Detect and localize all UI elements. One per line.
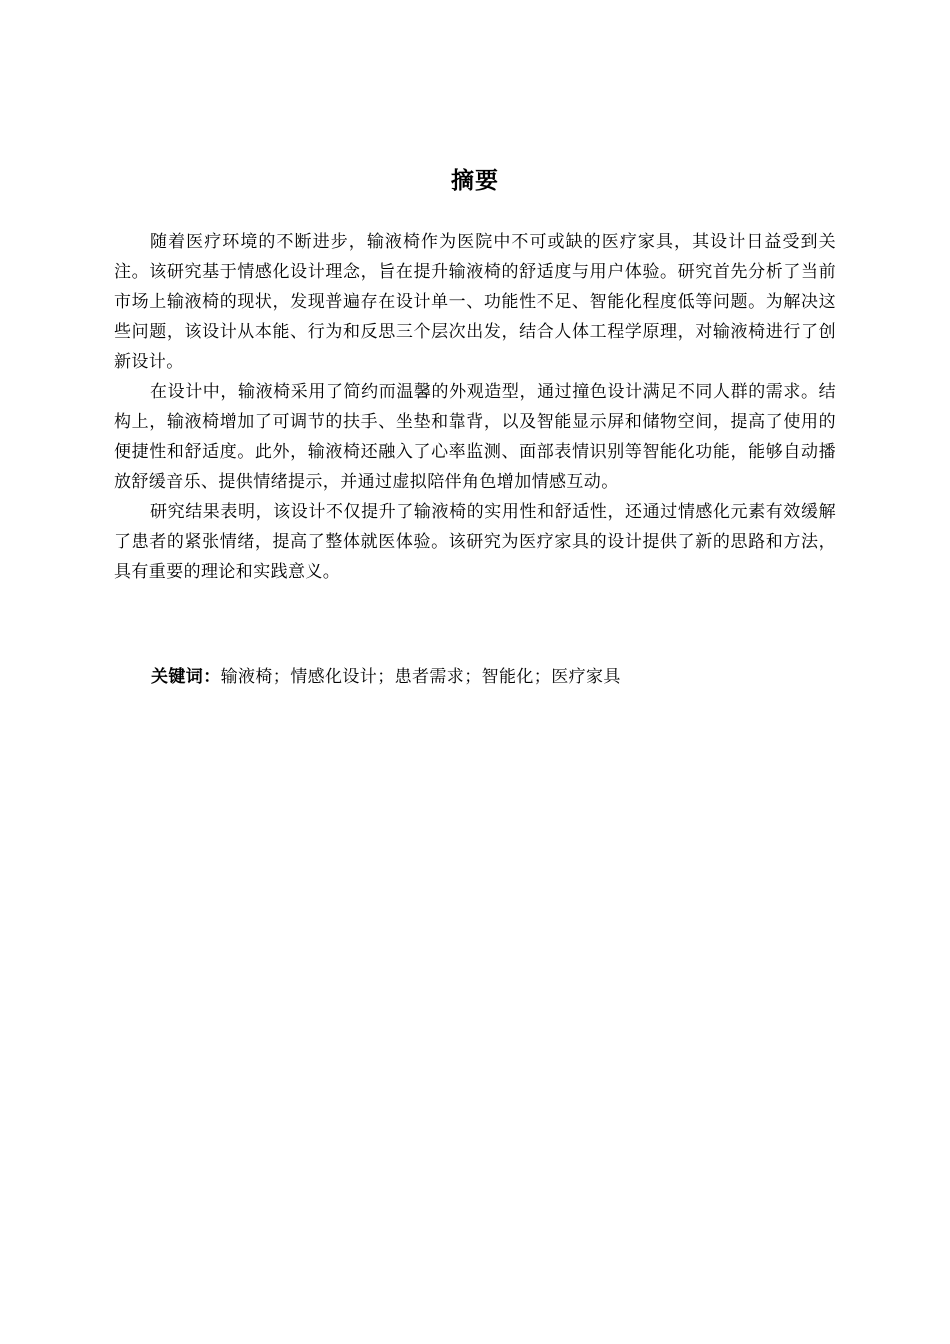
abstract-paragraph-2: 在设计中，输液椅采用了简约而温馨的外观造型，通过撞色设计满足不同人群的需求。结构上，输液椅增加了可调节的扶手、坐垫和靠背，以及智能显示屏和储物空间，提高了使用的便捷性和舒适度。此外，输液椅还融入了心率监测、面部表情识别等智能化功能，能够自动播放舒缓音乐、提供情绪提示，并通过虚拟陪伴角色增加情感互动。	[114, 382, 836, 492]
keywords-text: 输液椅；情感化设计；患者需求；智能化；医疗家具	[220, 667, 621, 687]
abstract-body	[114, 227, 836, 587]
abstract-title: 摘要	[451, 168, 499, 194]
abstract-paragraph-1: 随着医疗环境的不断进步，输液椅作为医院中不可或缺的医疗家具，其设计日益受到关注。该研究基于情感化设计理念，旨在提升输液椅的舒适度与用户体验。研究首先分析了当前市场上输液椅的现状，发现普遍存在设计单一、功能性不足、智能化程度低等问题。为解决这些问题，该设计从本能、行为和反思三个层次出发，结合人体工程学原理，对输液椅进行了创新设计。	[114, 232, 836, 372]
abstract-paragraph-3: 研究结果表明，该设计不仅提升了输液椅的实用性和舒适性，还通过情感化元素有效缓解了患者的紧张情绪，提高了整体就医体验。该研究为医疗家具的设计提供了新的思路和方法，具有重要的理论和实践意义。	[114, 502, 836, 582]
keywords-line	[151, 662, 836, 692]
keywords-label: 关键词：	[151, 667, 221, 687]
